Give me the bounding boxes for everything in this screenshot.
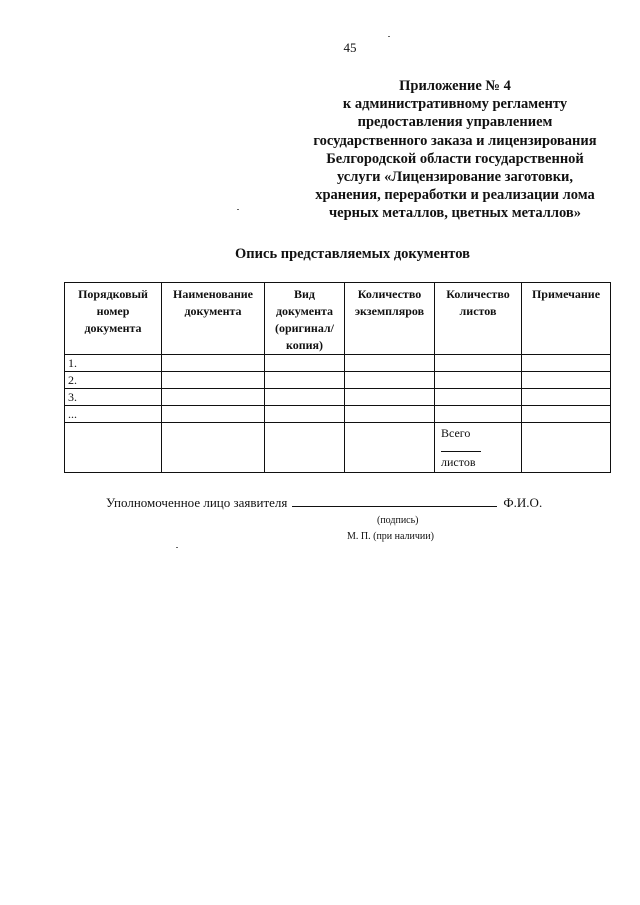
scan-speck — [237, 209, 239, 210]
table-cell: ... — [65, 406, 162, 423]
table-cell — [345, 355, 435, 372]
table-cell — [265, 389, 345, 406]
header-text: Порядковый — [78, 287, 148, 301]
table-cell — [265, 372, 345, 389]
appendix-line: Белгородской области государственной — [326, 150, 584, 167]
header-text: Примечание — [531, 287, 601, 301]
header-text: документа — [184, 304, 242, 318]
header-text: документа — [275, 304, 334, 318]
table-cell — [162, 389, 265, 406]
header-cell-sequence-number — [65, 283, 162, 355]
appendix-line: черных металлов, цветных металлов» — [329, 205, 581, 222]
table-cell — [522, 423, 611, 473]
document-title: Опись представляемых документов — [235, 246, 470, 262]
header-text: номер — [96, 304, 130, 318]
table-total-row — [65, 423, 611, 473]
table-cell — [522, 372, 611, 389]
table-cell: 3. — [65, 389, 162, 406]
table-cell — [522, 389, 611, 406]
header-text: экземпляров — [354, 304, 425, 318]
scan-speck — [388, 36, 390, 37]
header-text: копия) — [285, 338, 324, 352]
page-number: 45 — [343, 40, 357, 55]
table-cell — [345, 372, 435, 389]
header-text: Количество — [357, 287, 422, 301]
signature-caption: (подпись) — [377, 515, 419, 526]
header-text: документа — [84, 321, 142, 335]
table-cell: 1. — [65, 355, 162, 372]
header-text: (оригинал/ — [274, 321, 335, 335]
appendix-line: к административному регламенту — [342, 96, 568, 113]
table-cell — [162, 355, 265, 372]
table-cell — [265, 355, 345, 372]
header-cell-note — [522, 283, 611, 355]
table-cell — [522, 406, 611, 423]
scan-speck — [176, 547, 178, 548]
table-cell — [265, 406, 345, 423]
table-cell — [345, 423, 435, 473]
total-sheets-cell — [435, 423, 522, 473]
table-cell — [435, 389, 522, 406]
table-cell — [345, 389, 435, 406]
table-cell — [265, 423, 345, 473]
total-label: Всего — [441, 426, 471, 440]
appendix-line: Приложение № 4 — [399, 78, 511, 94]
table-cell — [162, 423, 265, 473]
header-cell-copies-count — [345, 283, 435, 355]
appendix-line: предоставления управлением — [357, 114, 553, 131]
stamp-caption: М. П. (при наличии) — [347, 531, 434, 542]
signature-block — [106, 495, 542, 511]
total-unit: листов — [441, 455, 476, 469]
header-text: листов — [459, 304, 497, 318]
appendix-heading — [290, 77, 620, 223]
table-cell — [162, 406, 265, 423]
signature-label: Уполномоченное лицо заявителя — [106, 495, 288, 510]
table-cell — [65, 423, 162, 473]
table-row — [65, 389, 611, 406]
total-blank-line — [441, 442, 481, 452]
table-cell — [162, 372, 265, 389]
table-cell — [435, 372, 522, 389]
documents-inventory-table — [64, 282, 611, 473]
appendix-line: услуги «Лицензирование заготовки, — [336, 169, 574, 186]
header-text: Наименование — [173, 287, 253, 301]
table-row — [65, 355, 611, 372]
table-cell — [435, 406, 522, 423]
table-cell: 2. — [65, 372, 162, 389]
header-text: Вид — [294, 287, 315, 301]
table-cell — [345, 406, 435, 423]
appendix-line: государственного заказа и лицензирования — [313, 132, 597, 149]
header-cell-document-name — [162, 283, 265, 355]
appendix-line: хранения, переработки и реализации лома — [315, 187, 595, 204]
full-name-label: Ф.И.О. — [503, 495, 543, 510]
signature-line — [292, 495, 497, 507]
table-row — [65, 406, 611, 423]
header-text: Количество — [446, 287, 510, 301]
table-row — [65, 372, 611, 389]
table-header-row — [65, 283, 611, 355]
table-cell — [522, 355, 611, 372]
table-cell — [435, 355, 522, 372]
header-cell-sheets-count — [435, 283, 522, 355]
header-cell-document-type — [265, 283, 345, 355]
